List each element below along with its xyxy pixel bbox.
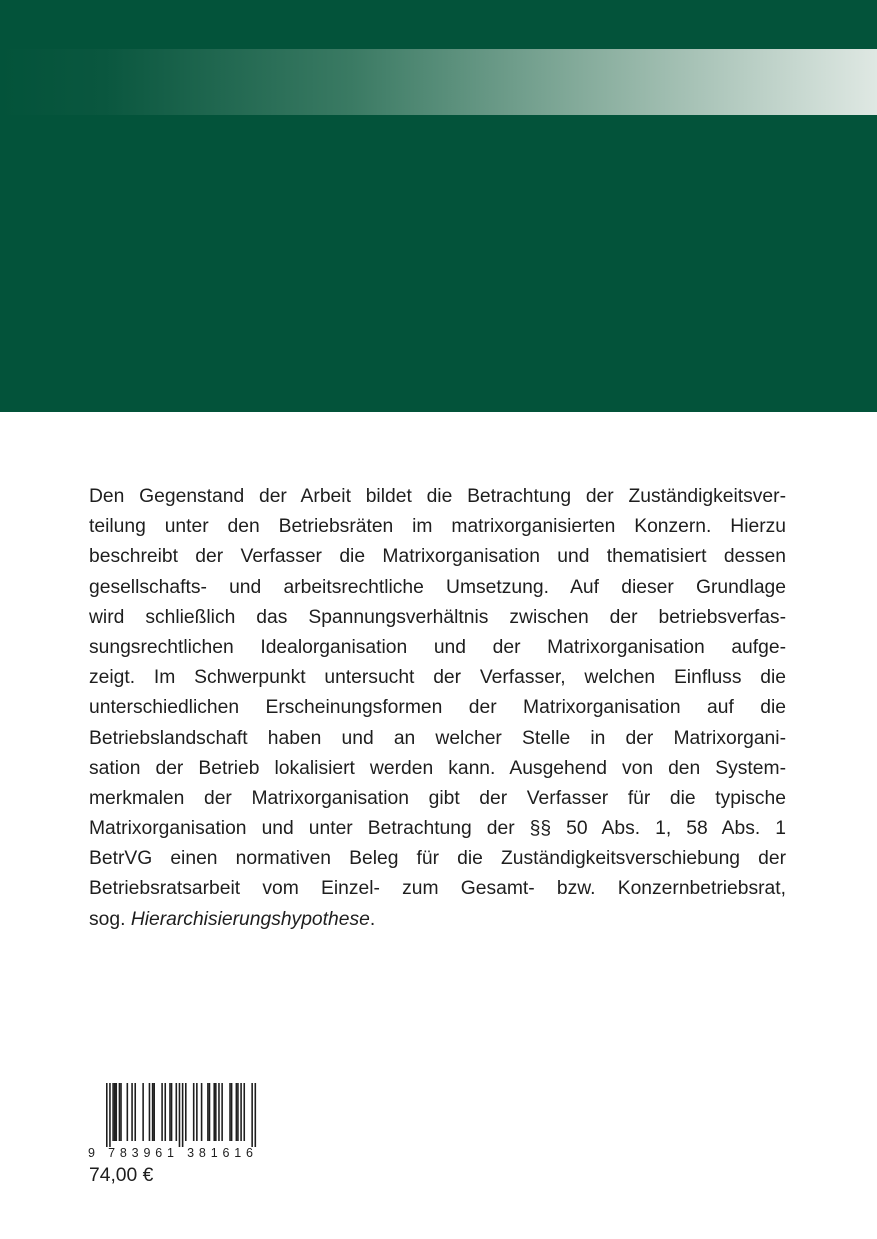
blurb-last-prefix: sog.	[89, 908, 131, 930]
barcode-bar	[237, 1083, 239, 1141]
blurb-line: Den Gegenstand der Arbeit bildet die Betrachtung der Zuständigkeitsver-	[89, 486, 786, 507]
isbn-barcode	[88, 1083, 258, 1163]
barcode-bar	[243, 1083, 245, 1141]
barcode-bar	[109, 1083, 111, 1147]
barcode-bar	[236, 1083, 238, 1141]
blurb-line: Betriebsratsarbeit vom Einzel- zum Gesamt- bzw. Konzernbetriebsrat,	[89, 878, 786, 900]
barcode-bar	[120, 1083, 122, 1141]
barcode-bar	[164, 1083, 166, 1141]
blurb-line: wird schließlich das Spannungsverhältnis zwischen der betriebsverfas-	[89, 606, 786, 628]
barcode-bar	[255, 1083, 257, 1147]
barcode-bar	[152, 1083, 154, 1141]
barcode-bar	[196, 1083, 198, 1141]
barcode-bar	[153, 1083, 155, 1141]
gradient-stripe	[0, 49, 877, 115]
barcode-bar	[201, 1083, 203, 1141]
barcode-bar	[193, 1083, 195, 1141]
barcode-bar	[182, 1083, 184, 1147]
barcode-bar	[149, 1083, 151, 1141]
blurb-line: gesellschafts- und arbeitsrechtliche Umsetzung. Auf dieser Grundlage	[89, 576, 786, 598]
blurb-last-suffix: .	[369, 908, 376, 930]
blurb-line: sation der Betrieb lokalisiert werden kann. Ausgehend von den System-	[89, 757, 786, 779]
barcode-bar	[207, 1083, 209, 1141]
barcode-bar	[240, 1083, 242, 1141]
barcode-bar	[119, 1083, 121, 1141]
cover-top-band	[0, 0, 877, 412]
barcode-bar	[131, 1083, 133, 1141]
barcode-bar	[215, 1083, 217, 1141]
book-blurb	[89, 482, 786, 935]
barcode-digits: 9 783961 381616	[88, 1146, 253, 1160]
barcode-bar	[209, 1083, 211, 1141]
blurb-line: sungsrechtlichen Idealorganisation und der Matrixorganisation aufge-	[89, 636, 786, 658]
blurb-last-line	[89, 905, 786, 935]
barcode-bar	[106, 1083, 108, 1147]
barcode-bar	[185, 1083, 187, 1141]
blurb-line: beschreibt der Verfasser die Matrixorganisation und thematisiert dessen	[89, 546, 786, 568]
barcode-bar	[134, 1083, 136, 1141]
barcode-bar	[171, 1083, 173, 1141]
blurb-line: Matrixorganisation und unter Betrachtung der §§ 50 Abs. 1, 58 Abs. 1	[89, 818, 786, 840]
blurb-line: merkmalen der Matrixorganisation gibt der Verfasser für die typische	[89, 787, 786, 809]
barcode-bars	[106, 1083, 256, 1147]
barcode-bar	[176, 1083, 178, 1141]
barcode-bar	[231, 1083, 233, 1141]
barcode-bar	[221, 1083, 223, 1141]
barcode-bar	[127, 1083, 129, 1141]
blurb-line: zeigt. Im Schwerpunkt untersucht der Verfasser, welchen Einfluss die	[89, 667, 786, 689]
blurb-line: unterschiedlichen Erscheinungsformen der Matrixorganisation auf die	[89, 697, 786, 719]
barcode-bar	[112, 1083, 114, 1141]
blurb-line: teilung unter den Betriebsräten im matrixorganisierten Konzern. Hierzu	[89, 516, 786, 538]
barcode-bar	[179, 1083, 181, 1147]
barcode-bar	[115, 1083, 117, 1141]
barcode-bar	[213, 1083, 215, 1141]
barcode-bar	[114, 1083, 116, 1141]
barcode-bar	[142, 1083, 144, 1141]
barcode-bar	[251, 1083, 253, 1147]
blurb-line: Betriebslandschaft haben und an welcher Stelle in der Matrixorgani-	[89, 727, 786, 749]
barcode-bar	[161, 1083, 163, 1141]
blurb-italic-term: Hierarchisierungshypothese	[130, 908, 370, 930]
barcode-bar	[169, 1083, 171, 1141]
blurb-line: BetrVG einen normativen Beleg für die Zuständigkeitsverschiebung der	[89, 848, 786, 870]
barcode-bar	[229, 1083, 231, 1141]
price: 74,00 €	[89, 1165, 154, 1186]
barcode-bar	[218, 1083, 220, 1141]
